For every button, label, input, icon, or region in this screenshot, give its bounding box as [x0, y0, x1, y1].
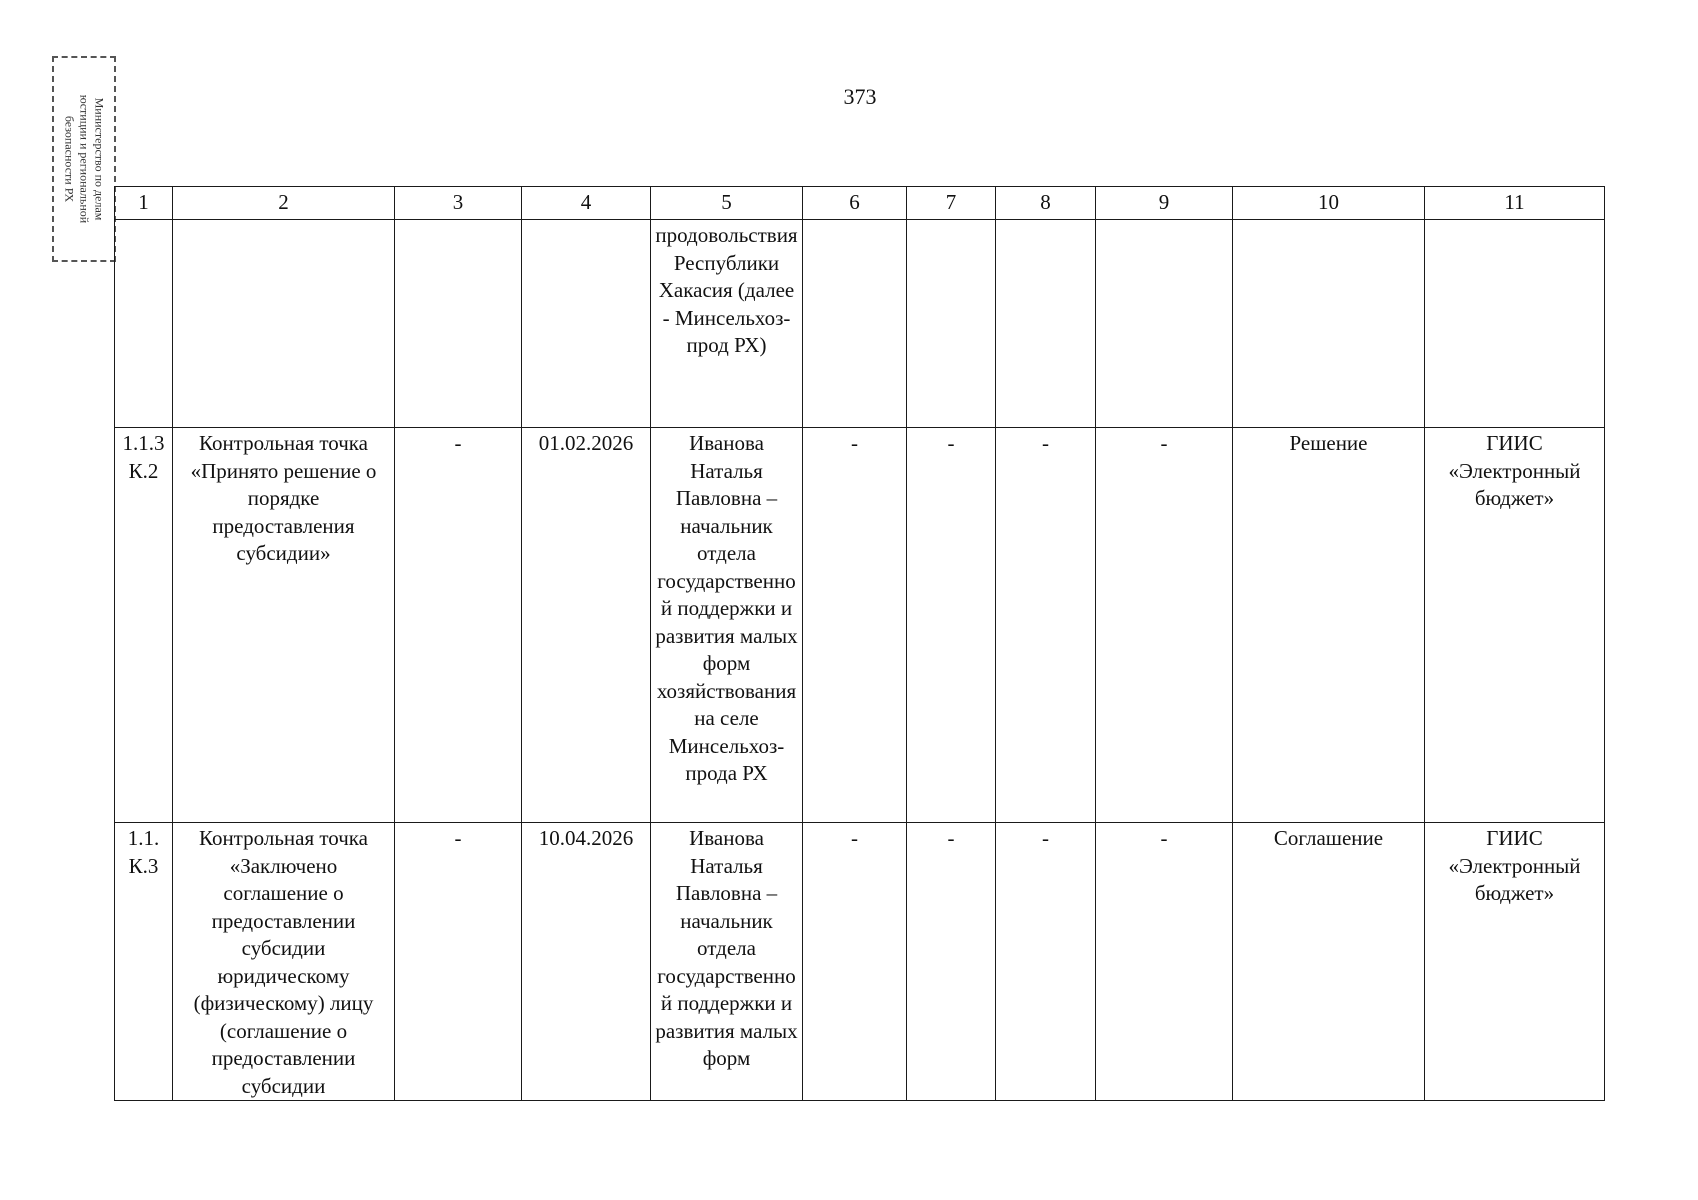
row-number-cell: [115, 220, 173, 428]
column-header-7: 7: [907, 187, 996, 220]
row-number-cell: 1.1.3 К.2: [115, 428, 173, 823]
column-6-cell: [803, 220, 907, 428]
column-header-2: 2: [173, 187, 395, 220]
end-date-cell: 01.02.2026: [522, 428, 651, 823]
end-date-cell: [522, 220, 651, 428]
row-number-cell: 1.1. К.3: [115, 823, 173, 1101]
column-header-5: 5: [651, 187, 803, 220]
column-header-10: 10: [1233, 187, 1425, 220]
column-header-1: 1: [115, 187, 173, 220]
table-row-continuation: [115, 220, 1605, 428]
column-header-11: 11: [1425, 187, 1605, 220]
start-date-cell: -: [395, 428, 522, 823]
page-number: 373: [843, 84, 877, 109]
column-header-6: 6: [803, 187, 907, 220]
column-7-cell: [907, 220, 996, 428]
column-header-4: 4: [522, 187, 651, 220]
plan-table: [114, 186, 1605, 1101]
column-7-cell: -: [907, 428, 996, 823]
information-system-cell: ГИИС «Электронный бюджет»: [1425, 428, 1605, 823]
column-8-cell: -: [996, 428, 1096, 823]
start-date-cell: [395, 220, 522, 428]
document-type-cell: Соглашение: [1233, 823, 1425, 1101]
stamp-line: Министерство по делам: [92, 97, 107, 221]
column-9-cell: -: [1096, 823, 1233, 1101]
column-6-cell: -: [803, 823, 907, 1101]
name-cell: Контрольная точка «Заключено соглашение о предоставлении субсидии юридическому (физическому) лицу (соглашение о предоставлении субсидии: [173, 823, 395, 1101]
information-system-cell: [1425, 220, 1605, 428]
stamp-text: [62, 59, 107, 259]
table-row-k2: [115, 428, 1605, 823]
header-row: [115, 187, 1605, 220]
column-9-cell: -: [1096, 428, 1233, 823]
responsible-cell: продовольствия Республики Хакасия (далее - Минсельхоз-прод РХ): [651, 220, 803, 428]
stamp-line: безопасности РХ: [62, 115, 77, 203]
column-header-8: 8: [996, 187, 1096, 220]
information-system-cell: ГИИС «Электронный бюджет»: [1425, 823, 1605, 1101]
table-row-k3: [115, 823, 1605, 1101]
column-8-cell: -: [996, 823, 1096, 1101]
responsible-cell: Иванова Наталья Павловна – начальник отдела государственной поддержки и развития малых форм: [651, 823, 803, 1101]
registration-stamp: [52, 56, 116, 262]
stamp-line: юстиции и региональной: [77, 94, 92, 224]
column-7-cell: -: [907, 823, 996, 1101]
document-type-cell: Решение: [1233, 428, 1425, 823]
start-date-cell: -: [395, 823, 522, 1101]
name-cell: [173, 220, 395, 428]
document-type-cell: [1233, 220, 1425, 428]
column-header-3: 3: [395, 187, 522, 220]
column-9-cell: [1096, 220, 1233, 428]
column-header-9: 9: [1096, 187, 1233, 220]
responsible-cell: Иванова Наталья Павловна – начальник отдела государственной поддержки и развития малых форм хозяйствования на селе Минсельхоз-прода РХ: [651, 428, 803, 823]
column-6-cell: -: [803, 428, 907, 823]
end-date-cell: 10.04.2026: [522, 823, 651, 1101]
name-cell: Контрольная точка «Принято решение о порядке предоставления субсидии»: [173, 428, 395, 823]
column-8-cell: [996, 220, 1096, 428]
